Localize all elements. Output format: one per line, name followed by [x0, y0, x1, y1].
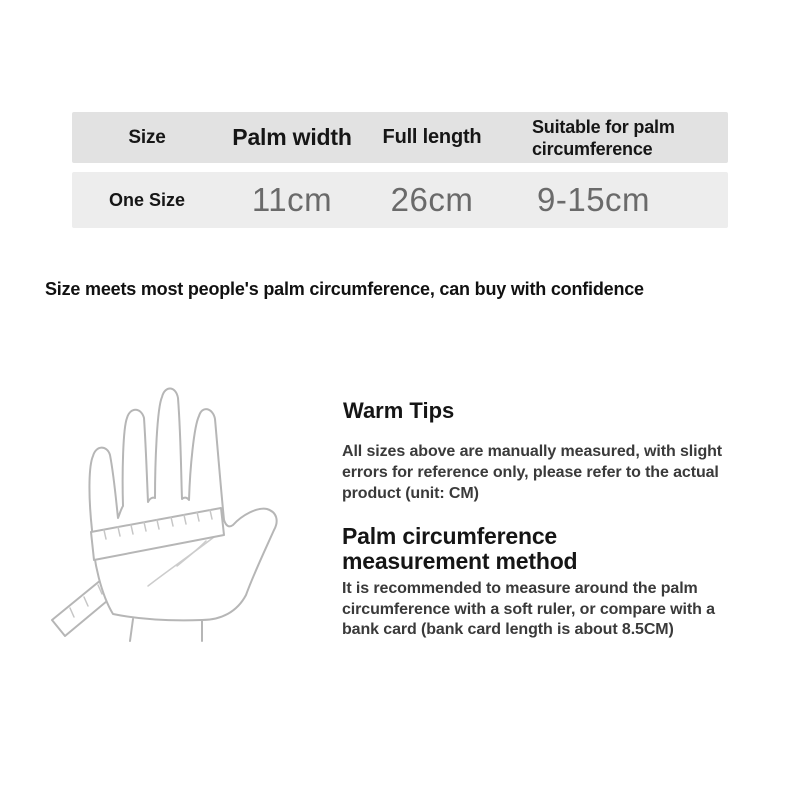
measurement-method-body — [342, 579, 782, 641]
size-table-data-row — [72, 172, 728, 228]
measurement-method-line-3: bank card (bank card length is about 8.5CM) — [342, 621, 674, 638]
warm-tips-body — [342, 441, 782, 504]
value-palm-width: 11cm — [251, 181, 333, 218]
header-palm-width: Palm width — [232, 124, 352, 150]
measurement-method-title — [342, 524, 577, 574]
confidence-note: Size meets most people's palm circumference, can buy with confidence — [45, 279, 644, 299]
value-full-length: 26cm — [390, 181, 474, 218]
warm-tips-line-2: errors for reference only, please refer to the actual — [342, 464, 719, 481]
hand-outline — [89, 388, 276, 620]
warm-tips-line-3: product (unit: CM) — [342, 485, 479, 502]
warm-tips-line-1: All sizes above are manually measured, with slight — [342, 443, 723, 460]
header-size: Size — [128, 126, 166, 148]
hand-measuring-tape-drawing — [30, 368, 330, 658]
value-size: One Size — [108, 189, 186, 210]
measurement-method-title-line-1: Palm circumference — [342, 523, 558, 549]
measurement-method-line-2: circumference with a soft ruler, or compare with a — [342, 600, 715, 618]
size-table-header-row — [72, 112, 728, 163]
warm-tips-title: Warm Tips — [343, 398, 455, 423]
measurement-method-line-1: It is recommended to measure around the palm — [342, 580, 698, 597]
header-suitable-circumference — [502, 112, 728, 163]
header-suitable-circumference-text: Suitable for palm circumference — [532, 116, 675, 159]
hand-measurement-illustration — [30, 368, 330, 658]
wrist-lines — [130, 619, 202, 641]
value-suitable-circumference: 9-15cm — [537, 181, 651, 218]
header-full-length: Full length — [382, 126, 482, 148]
measurement-method-title-line-2: measurement method — [342, 548, 578, 574]
